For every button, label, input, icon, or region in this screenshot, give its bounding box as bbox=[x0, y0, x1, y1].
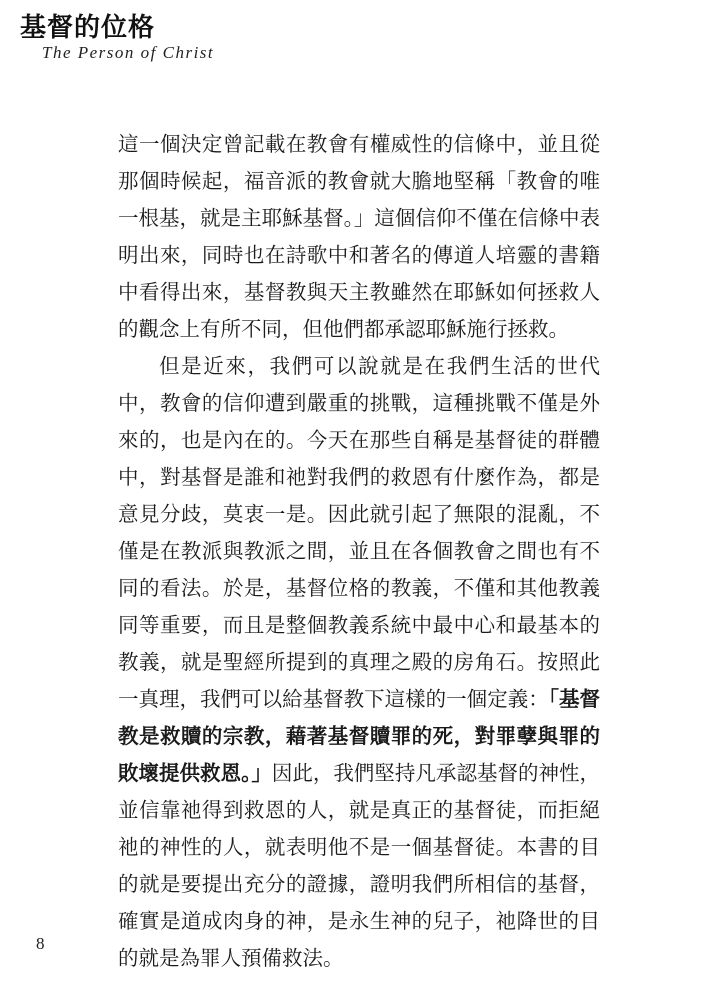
page-number: 8 bbox=[36, 934, 45, 953]
running-header bbox=[20, 12, 214, 62]
body-text bbox=[118, 126, 600, 977]
paragraph-2 bbox=[118, 348, 600, 977]
book-subtitle: The Person of Christ bbox=[42, 43, 215, 62]
paragraph-2-lead: 但是近來，我們可以說就是在我們生活的世代中，教會的信仰遭到嚴重的挑戰，這種挑戰不僅是外來的，也是內在的。今天在那些自稱是基督徒的群體中，對基督是誰和祂對我們的救恩有什麼作為，都是意見分歧，莫衷一是。因此就引起了無限的混亂，不僅是在教派與教派之間，並且在各個教會之間也有不同的看法。於是，基督位格的教義，不僅和其他教義同等重要，而且是整個教義系統中最中心和最基本的教義，就是聖經所提到的真理之殿的房角石。按照此一真理，我們可以給基督教下這樣的一個定義： bbox=[118, 354, 600, 711]
paragraph-2-tail: 因此，我們堅持凡承認基督的神性，並信靠祂得到救恩的人，就是真正的基督徒，而拒絕祂的神性的人，就表明他不是一個基督徒。本書的目的就是要提出充分的證據，證明我們所相信的基督，確實是道成肉身的神，是永生神的兒子，祂降世的目的就是為罪人預備救法。 bbox=[118, 761, 601, 970]
book-title: 基督的位格 bbox=[20, 13, 156, 43]
definition-emphasis: 「基督教是救贖的宗教，藉著基督贖罪的死，對罪孽與罪的敗壞提供救恩。」 bbox=[118, 687, 601, 785]
paragraph-1: 這一個決定曾記載在教會有權威性的信條中，並且從那個時候起，福音派的教會就大膽地堅稱「教會的唯一根基，就是主耶穌基督。」這個信仰不僅在信條中表明出來，同時也在詩歌中和著名的傳道人培靈的書籍中看得出來，基督教與天主教雖然在耶穌如何拯救人的觀念上有所不同，但他們都承認耶穌施行拯救。 bbox=[118, 132, 600, 341]
